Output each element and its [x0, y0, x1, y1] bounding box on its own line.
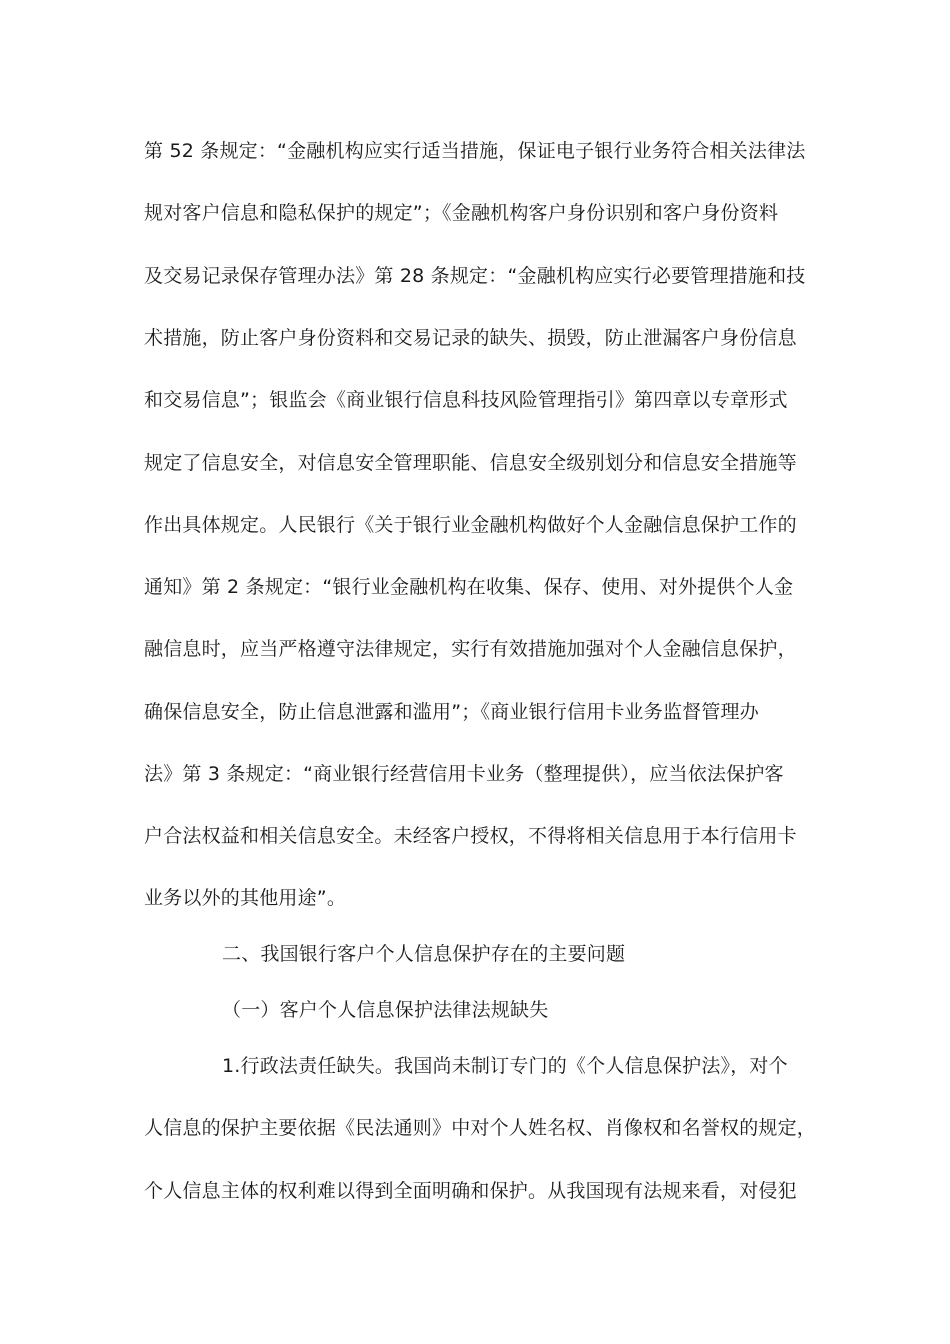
- text-line: 作出具体规定。人民银行《关于银行业金融机构做好个人金融信息保护工作的: [144, 514, 797, 536]
- text-line: 确保信息安全，防止信息泄露和滥用”；《商业银行信用卡业务监督管理办: [144, 701, 759, 723]
- text-line: 1.行政法责任缺失。我国尚未制订专门的《个人信息保护法》，对个: [222, 1055, 788, 1077]
- subsection-heading: （一）客户个人信息保护法律法规缺失: [222, 999, 549, 1021]
- text-line: 业务以外的其他用途”。: [144, 887, 347, 909]
- text-line: 法》第 3 条规定：“商业银行经营信用卡业务（整理提供），应当依法保护客: [144, 763, 784, 785]
- text-line: 第 52 条规定：“金融机构应实行适当措施，保证电子银行业务符合相关法律法: [144, 140, 806, 162]
- section-heading: 二、我国银行客户个人信息保护存在的主要问题: [222, 943, 626, 965]
- text-line: 人信息的保护主要依据《民法通则》中对个人姓名权、肖像权和名誉权的规定，: [144, 1117, 817, 1139]
- text-line: 融信息时，应当严格遵守法律规定，实行有效措施加强对个人金融信息保护，: [144, 638, 797, 660]
- text-line: 和交易信息”；银监会《商业银行信息科技风险管理指引》第四章以专章形式: [144, 389, 788, 411]
- text-line: 个人信息主体的权利难以得到全面明确和保护。从我国现有法规来看，对侵犯: [144, 1180, 797, 1202]
- text-line: 户合法权益和相关信息安全。未经客户授权，不得将相关信息用于本行信用卡: [144, 825, 797, 847]
- text-line: 规对客户信息和隐私保护的规定”；《金融机构客户身份识别和客户身份资料: [144, 202, 779, 224]
- text-line: 及交易记录保存管理办法》第 28 条规定：“金融机构应实行必要管理措施和技: [144, 265, 806, 287]
- text-line: 通知》第 2 条规定：“银行业金融机构在收集、保存、使用、对外提供个人金: [144, 576, 794, 598]
- text-line: 规定了信息安全，对信息安全管理职能、信息安全级别划分和信息安全措施等: [144, 452, 797, 474]
- text-line: 术措施，防止客户身份资料和交易记录的缺失、损毁，防止泄漏客户身份信息: [144, 327, 797, 349]
